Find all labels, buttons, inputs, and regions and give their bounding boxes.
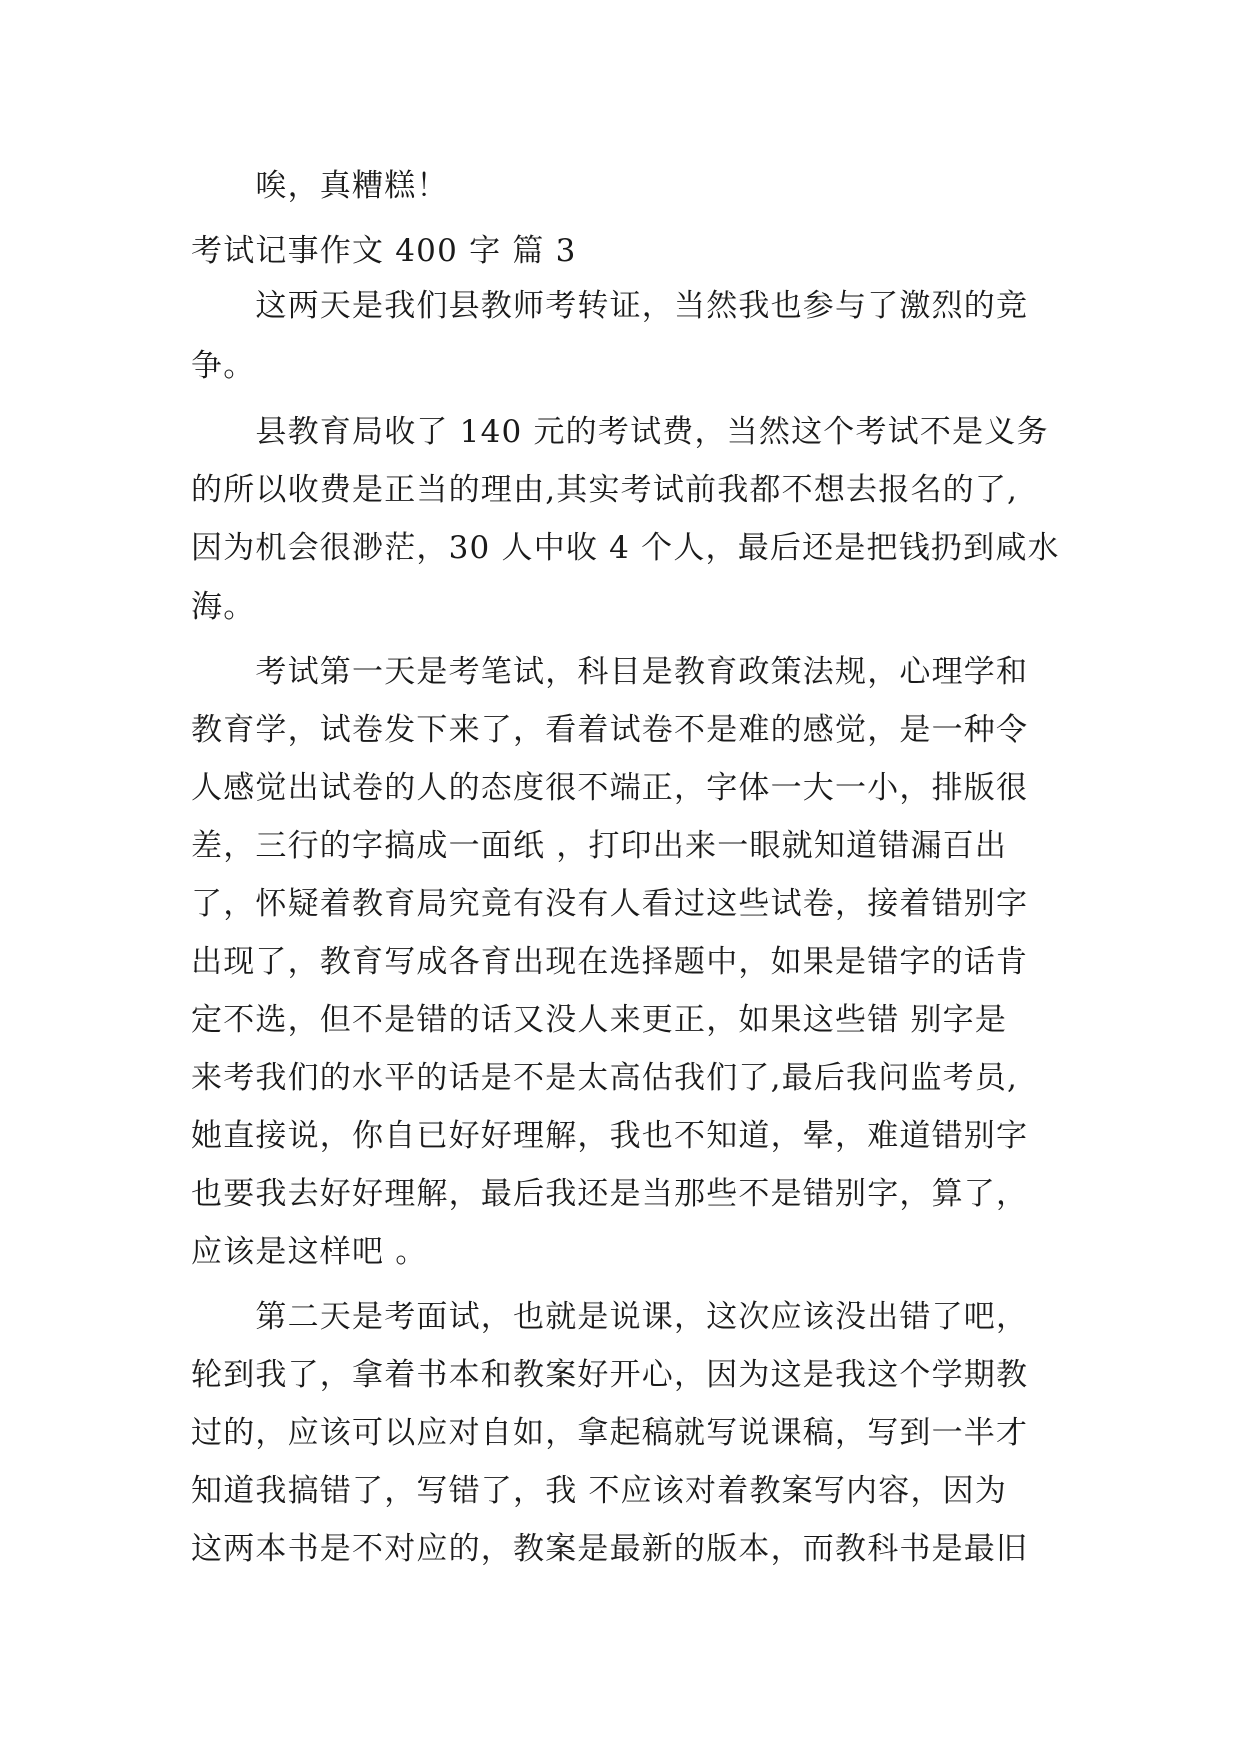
text-line: 海。: [191, 589, 256, 625]
text-line: 轮到我了，拿着书本和教案好开心，因为这是我这个学期教: [191, 1357, 1029, 1393]
text-line: 人感觉出试卷的人的态度很不端正，字体一大一小，排版很: [191, 770, 1029, 806]
text-line: 这两天是我们县教师考转证，当然我也参与了激烈的竞: [191, 288, 1029, 324]
text-line: 考试第一天是考笔试，科目是教育政策法规，心理学和: [191, 654, 1029, 690]
text-line: 定不选，但不是错的话又没人来更正，如果这些错 别字是: [191, 1002, 1008, 1038]
text-line: 县教育局收了 140 元的考试费，当然这个考试不是义务: [191, 414, 1049, 450]
text-line: 争。: [191, 348, 256, 384]
text-line: 出现了，教育写成各育出现在选择题中，如果是错字的话肯: [191, 944, 1029, 980]
text-line: 唉，真糟糕！: [191, 168, 449, 204]
text-line: 因为机会很渺茫，30 人中收 4 个人，最后还是把钱扔到咸水: [191, 530, 1060, 566]
text-line: 差，三行的字搞成一面纸 ，打印出来一眼就知道错漏百出: [191, 828, 1008, 864]
text-line: 了，怀疑着教育局究竟有没有人看过这些试卷，接着错别字: [191, 886, 1029, 922]
text-line: 过的，应该可以应对自如，拿起稿就写说课稿，写到一半才: [191, 1415, 1029, 1451]
text-line: 这两本书是不对应的，教案是最新的版本，而教科书是最旧: [191, 1531, 1029, 1567]
text-line: 的所以收费是正当的理由,其实考试前我都不想去报名的了,: [191, 472, 1019, 508]
text-line: 来考我们的水平的话是不是太高估我们了,最后我问监考员,: [191, 1060, 1019, 1096]
text-line: 教育学，试卷发下来了，看着试卷不是难的感觉，是一种令: [191, 712, 1029, 748]
text-line: 她直接说，你自已好好理解，我也不知道，晕，难道错别字: [191, 1118, 1029, 1154]
text-line: 应该是这样吧 。: [191, 1234, 428, 1270]
text-line: 第二天是考面试，也就是说课，这次应该没出错了吧，: [191, 1299, 1029, 1335]
text-line: 也要我去好好理解，最后我还是当那些不是错别字，算了，: [191, 1176, 1029, 1212]
section-heading: 考试记事作文 400 字 篇 3: [191, 233, 577, 269]
text-line: 知道我搞错了，写错了，我 不应该对着教案写内容，因为: [191, 1473, 1008, 1509]
